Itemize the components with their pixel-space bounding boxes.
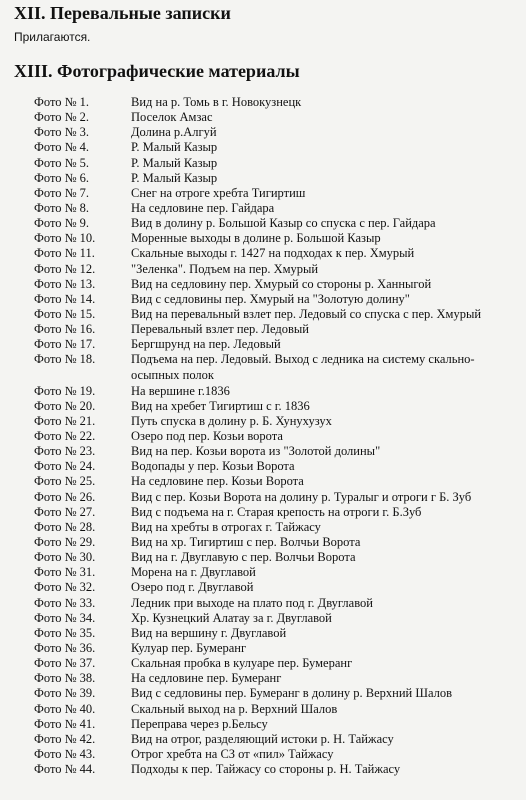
photo-number: Фото № 19. <box>34 383 96 398</box>
section-13-title: XIII. Фотографические материалы <box>14 61 300 81</box>
photo-caption: На седловине пер. Гайдара <box>131 200 275 215</box>
list-item <box>0 505 526 520</box>
list-item <box>0 262 526 277</box>
list-item <box>0 717 526 732</box>
list-item <box>0 474 526 489</box>
list-item <box>0 337 526 352</box>
photo-number: Фото № 13. <box>34 276 96 291</box>
list-item <box>0 399 526 414</box>
list-item <box>0 414 526 429</box>
list-item <box>0 246 526 261</box>
photo-number: Фото № 43. <box>34 746 96 761</box>
list-item <box>0 671 526 686</box>
list-item <box>0 201 526 216</box>
list-item <box>0 352 526 383</box>
list-item <box>0 156 526 171</box>
photo-number: Фото № 32. <box>34 580 96 595</box>
photo-number: Фото № 11. <box>34 246 95 261</box>
photo-caption: Вид на хребты в отрогах г. Тайжасу <box>131 519 321 534</box>
list-item <box>0 490 526 505</box>
photo-caption: Отрог хребта на СЗ от «пил» Тайжасу <box>131 746 334 761</box>
photo-number: Фото № 4. <box>34 140 90 155</box>
photo-caption: Путь спуска в долину р. Б. Хунухузух <box>131 413 332 428</box>
photo-number: Фото № 15. <box>34 306 96 321</box>
photo-caption: Озеро под пер. Козьи ворота <box>131 429 283 443</box>
photo-caption: Р. Малый Казыр <box>131 170 218 185</box>
list-item <box>0 459 526 474</box>
photo-caption: На вершине г.1836 <box>131 383 230 398</box>
photo-caption: Долина р.Алгуй <box>131 125 217 140</box>
photo-caption: Вид на седловину пер. Хмурый со стороны р. Ханныгой <box>131 276 432 291</box>
list-item <box>0 626 526 641</box>
list-item <box>0 732 526 747</box>
photo-caption: Подходы к пер. Тайжасу со стороны р. Н. Тайжасу <box>131 762 401 777</box>
photo-number: Фото № 16. <box>34 322 96 337</box>
photo-caption: Поселок Амзас <box>131 110 213 125</box>
photo-number: Фото № 1. <box>34 95 90 109</box>
photo-number: Фото № 17. <box>34 337 96 352</box>
photo-caption: Моренные выходы в долине р. Большой Казыр <box>131 231 381 246</box>
photo-number: Фото № 12. <box>34 261 96 276</box>
photo-caption: Скальный выход на р. Верхний Шалов <box>131 701 338 716</box>
photo-number: Фото № 24. <box>34 459 96 474</box>
photo-number: Фото № 28. <box>34 519 96 534</box>
photo-number: Фото № 39. <box>34 686 96 701</box>
list-item <box>0 292 526 307</box>
photo-caption: Вид на хребет Тигиртиш с г. 1836 <box>131 398 310 413</box>
photo-caption: "Зеленка". Подъем на пер. Хмурый <box>131 261 319 276</box>
photo-caption: Р. Малый Казыр <box>131 140 218 155</box>
list-item <box>0 702 526 717</box>
photo-number: Фото № 33. <box>34 595 96 610</box>
photo-caption: Вид на отрог, разделяющий истоки р. Н. Тайжасу <box>131 731 394 746</box>
photo-caption: Вид на пер. Козьи ворота из "Золотой долины" <box>131 444 381 459</box>
photo-caption: Перевальный взлет пер. Ледовый <box>131 322 309 337</box>
list-item <box>0 125 526 140</box>
list-item <box>0 535 526 550</box>
photo-caption: На седловине пер. Бумеранг <box>131 671 282 686</box>
list-item <box>0 444 526 459</box>
photo-number: Фото № 41. <box>34 716 96 731</box>
photo-caption: Вид на перевальный взлет пер. Ледовый со спуска с пер. Хмурый <box>131 306 482 321</box>
photo-number: Фото № 36. <box>34 640 96 655</box>
list-item <box>0 186 526 201</box>
list-item <box>0 429 526 444</box>
list-item <box>0 565 526 580</box>
photo-number: Фото № 44. <box>34 762 96 777</box>
photo-number: Фото № 25. <box>34 474 96 489</box>
section-12-note: Прилагаются. <box>14 30 91 44</box>
photo-number: Фото № 34. <box>34 610 96 625</box>
photo-caption: Вид на г. Двуглавую с пер. Волчьи Ворота <box>131 550 356 565</box>
photo-caption: Подъема на пер. Ледовый. Выход с ледника на систему скально-осыпных полок <box>131 352 475 382</box>
photo-number: Фото № 35. <box>34 625 96 640</box>
photo-number: Фото № 10. <box>34 231 96 246</box>
photo-number: Фото № 38. <box>34 671 96 686</box>
photo-caption: Вид на вершину г. Двуглавой <box>131 625 287 640</box>
list-item <box>0 216 526 231</box>
photo-caption: Вид на р. Томь в г. Новокузнецк <box>131 95 302 109</box>
photo-number: Фото № 30. <box>34 550 96 565</box>
photo-number: Фото № 40. <box>34 701 96 716</box>
list-item <box>0 520 526 535</box>
list-item <box>0 686 526 701</box>
photo-caption: Озеро под г. Двуглавой <box>131 580 254 595</box>
list-item <box>0 277 526 292</box>
list-item <box>0 747 526 762</box>
list-item <box>0 231 526 246</box>
list-item <box>0 110 526 125</box>
list-item <box>0 307 526 322</box>
photo-number: Фото № 42. <box>34 731 96 746</box>
section-12-title: XII. Перевальные записки <box>14 3 231 23</box>
photo-caption: Вид с пер. Козьи Ворота на долину р. Туралыг и отроги г Б. Зуб <box>131 489 472 504</box>
photo-caption: Водопады у пер. Козьи Ворота <box>131 459 295 474</box>
photo-caption: Скальная пробка в кулуаре пер. Бумеранг <box>131 656 353 671</box>
photo-caption: Вид с подъема на г. Старая крепость на отроги г. Б.Зуб <box>131 504 422 519</box>
photo-caption: Вид с седловины пер. Бумеранг в долину р. Верхний Шалов <box>131 686 453 701</box>
photo-number: Фото № 26. <box>34 489 96 504</box>
photo-caption: Скальные выходы г. 1427 на подходах к пер. Хмурый <box>131 246 415 261</box>
photo-caption: Кулуар пер. Бумеранг <box>131 640 247 655</box>
photo-caption: Морена на г. Двуглавой <box>131 565 256 580</box>
photo-number: Фото № 6. <box>34 170 90 185</box>
list-item <box>0 641 526 656</box>
photo-caption: Р. Малый Казыр <box>131 155 218 170</box>
photo-caption: Переправа через р.Бельсу <box>131 716 268 731</box>
list-item <box>0 171 526 186</box>
list-item <box>0 762 526 777</box>
list-item <box>0 384 526 399</box>
photo-number: Фото № 18. <box>34 352 96 367</box>
list-item <box>0 611 526 626</box>
photo-number: Фото № 31. <box>34 565 96 580</box>
photo-number: Фото № 20. <box>34 398 96 413</box>
photo-list <box>0 95 526 777</box>
list-item <box>0 596 526 611</box>
photo-number: Фото № 2. <box>34 110 90 125</box>
photo-caption: Снег на отроге хребта Тигиртиш <box>131 185 306 200</box>
photo-caption: На седловине пер. Козьи Ворота <box>131 474 304 489</box>
photo-number: Фото № 7. <box>34 185 90 200</box>
list-item <box>0 656 526 671</box>
photo-number: Фото № 5. <box>34 155 90 170</box>
photo-number: Фото № 22. <box>34 429 96 443</box>
list-item <box>0 95 526 110</box>
photo-number: Фото № 14. <box>34 291 96 306</box>
photo-number: Фото № 3. <box>34 125 90 140</box>
photo-caption: Вид в долину р. Большой Казыр со спуска с пер. Гайдара <box>131 216 436 231</box>
list-item <box>0 322 526 337</box>
photo-caption: Вид с седловины пер. Хмурый на "Золотую долину" <box>131 291 410 306</box>
photo-caption: Ледник при выходе на плато под г. Двуглавой <box>131 595 373 610</box>
photo-number: Фото № 9. <box>34 216 90 231</box>
photo-number: Фото № 27. <box>34 504 96 519</box>
photo-number: Фото № 21. <box>34 413 96 428</box>
list-item <box>0 140 526 155</box>
list-item <box>0 580 526 595</box>
photo-caption: Хр. Кузнецкий Алатау за г. Двуглавой <box>131 610 332 625</box>
photo-number: Фото № 8. <box>34 200 90 215</box>
photo-number: Фото № 37. <box>34 656 96 671</box>
photo-caption: Бергшрунд на пер. Ледовый <box>131 337 281 352</box>
photo-number: Фото № 23. <box>34 444 96 459</box>
photo-caption: Вид на хр. Тигиртиш с пер. Волчьи Ворота <box>131 534 361 549</box>
list-item <box>0 550 526 565</box>
photo-number: Фото № 29. <box>34 534 96 549</box>
